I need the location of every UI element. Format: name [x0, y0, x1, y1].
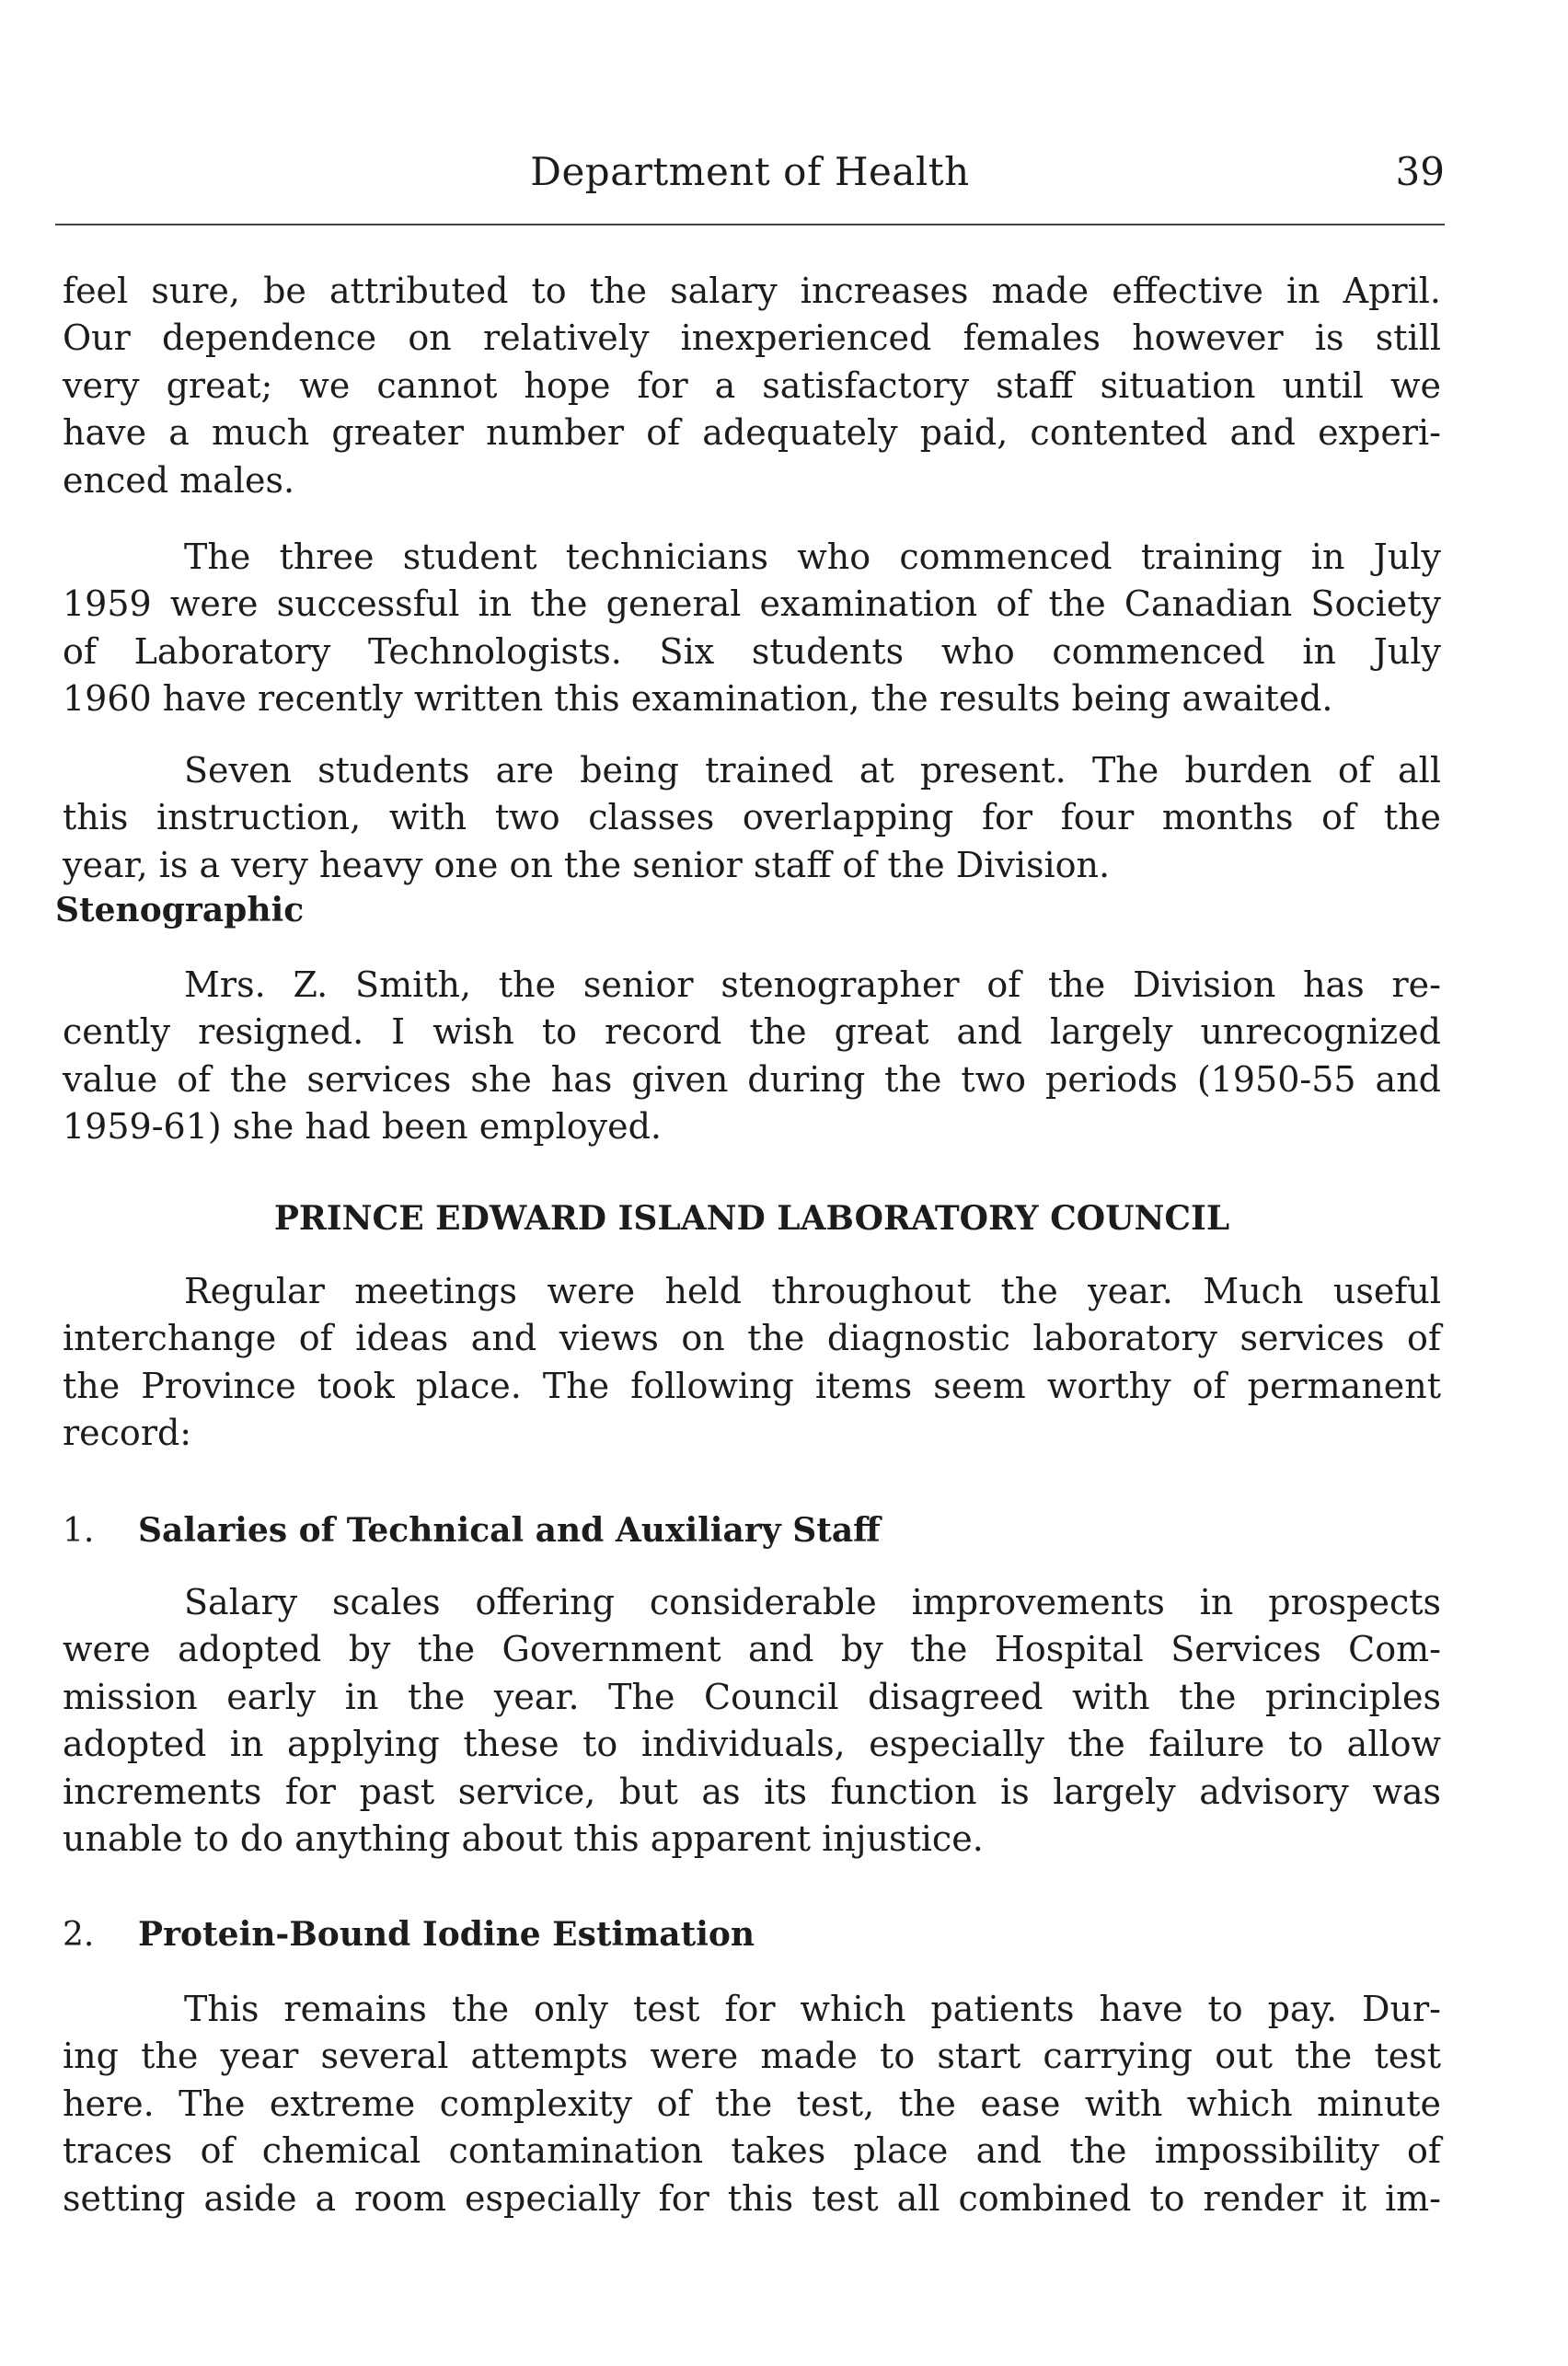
text-line: unable to do anything about this apparent injustice. [63, 1818, 984, 1860]
paragraph-seven-students [63, 747, 1441, 889]
text-line: 1959-61) she had been employed. [63, 1106, 662, 1148]
text-line: ing the year several attempts were made to start carrying out the test [63, 2036, 1441, 2077]
header-rule [55, 224, 1445, 225]
text-line: very great; we cannot hope for a satisfactory staff situation until we [63, 364, 1441, 406]
text-line: Mrs. Z. Smith, the senior stenographer of the Division has re- [184, 964, 1441, 1005]
paragraph-stenographer [63, 962, 1441, 1151]
text-line: mission early in the year. The Council disagreed with the principles [63, 1676, 1441, 1717]
text-line: Salary scales offering considerable improvements in prospects [184, 1582, 1441, 1622]
item-heading-salaries [63, 1511, 881, 1550]
text-line: of Laboratory Technologists. Six students who commenced in July [63, 630, 1441, 672]
text-line: adopted in applying these to individuals, especially the failure to allow [63, 1724, 1441, 1765]
paragraph-salary-scales [63, 1579, 1441, 1863]
text-line: year, is a very heavy one on the senior staff of the Division. [63, 844, 1111, 885]
item-number: 2. [63, 1916, 95, 1954]
item-title: Salaries of Technical and Auxiliary Staff [138, 1511, 881, 1550]
text-line: Seven students are being trained at present. The burden of all [184, 750, 1441, 791]
header-title: Department of Health [530, 149, 970, 194]
text-line: Regular meetings were held throughout the year. Much useful [184, 1271, 1441, 1311]
text-line: The three student technicians who commenced training in July [184, 537, 1441, 577]
text-line: enced males. [63, 459, 295, 501]
section-heading-stenographic: Stenographic [55, 891, 305, 929]
text-line: the Province took place. The following items seem worthy of permanent [63, 1365, 1441, 1406]
text-line: Our dependence on relatively inexperienced females however is still [63, 317, 1441, 359]
text-line: This remains the only test for which patients have to pay. Dur- [184, 1989, 1441, 2029]
text-line: 1959 were successful in the general examination of the Canadian Society [63, 583, 1441, 625]
item-heading-iodine [63, 1915, 755, 1954]
text-line: this instruction, with two classes overlapping for four months of the [63, 797, 1441, 838]
text-line: 1960 have recently written this examination, the results being awaited. [63, 678, 1333, 720]
paragraph-iodine-test [63, 1986, 1441, 2222]
text-line: were adopted by the Government and by the Hospital Services Com- [63, 1629, 1441, 1670]
text-line: feel sure, be attributed to the salary increases made effective in April. [63, 271, 1441, 311]
text-line: cently resigned. I wish to record the great and largely unrecognized [63, 1011, 1441, 1053]
text-line: increments for past service, but as its function is largely advisory was [63, 1771, 1441, 1812]
text-line: record: [63, 1413, 192, 1454]
text-line: have a much greater number of adequately paid, contented and experi- [63, 412, 1441, 454]
paragraph-meetings [63, 1268, 1441, 1458]
text-line: setting aside a room especially for this test all combined to render it im- [63, 2177, 1441, 2219]
running-header [55, 149, 1445, 214]
text-line: value of the services she has given during the two periods (1950-55 and [63, 1058, 1441, 1100]
paragraph-continuation [63, 268, 1441, 504]
section-heading-council: PRINCE EDWARD ISLAND LABORATORY COUNCIL [273, 1199, 1230, 1238]
text-line: interchange of ideas and views on the diagnostic laboratory services of [63, 1318, 1441, 1359]
text-line: here. The extreme complexity of the test, the ease with which minute [63, 2083, 1441, 2124]
paragraph-student-technicians [63, 534, 1441, 723]
page-number: 39 [1395, 149, 1445, 194]
item-title: Protein-Bound Iodine Estimation [138, 1915, 755, 1954]
text-line: traces of chemical contamination takes place and the impossibility of [63, 2130, 1441, 2172]
item-number: 1. [63, 1512, 95, 1550]
